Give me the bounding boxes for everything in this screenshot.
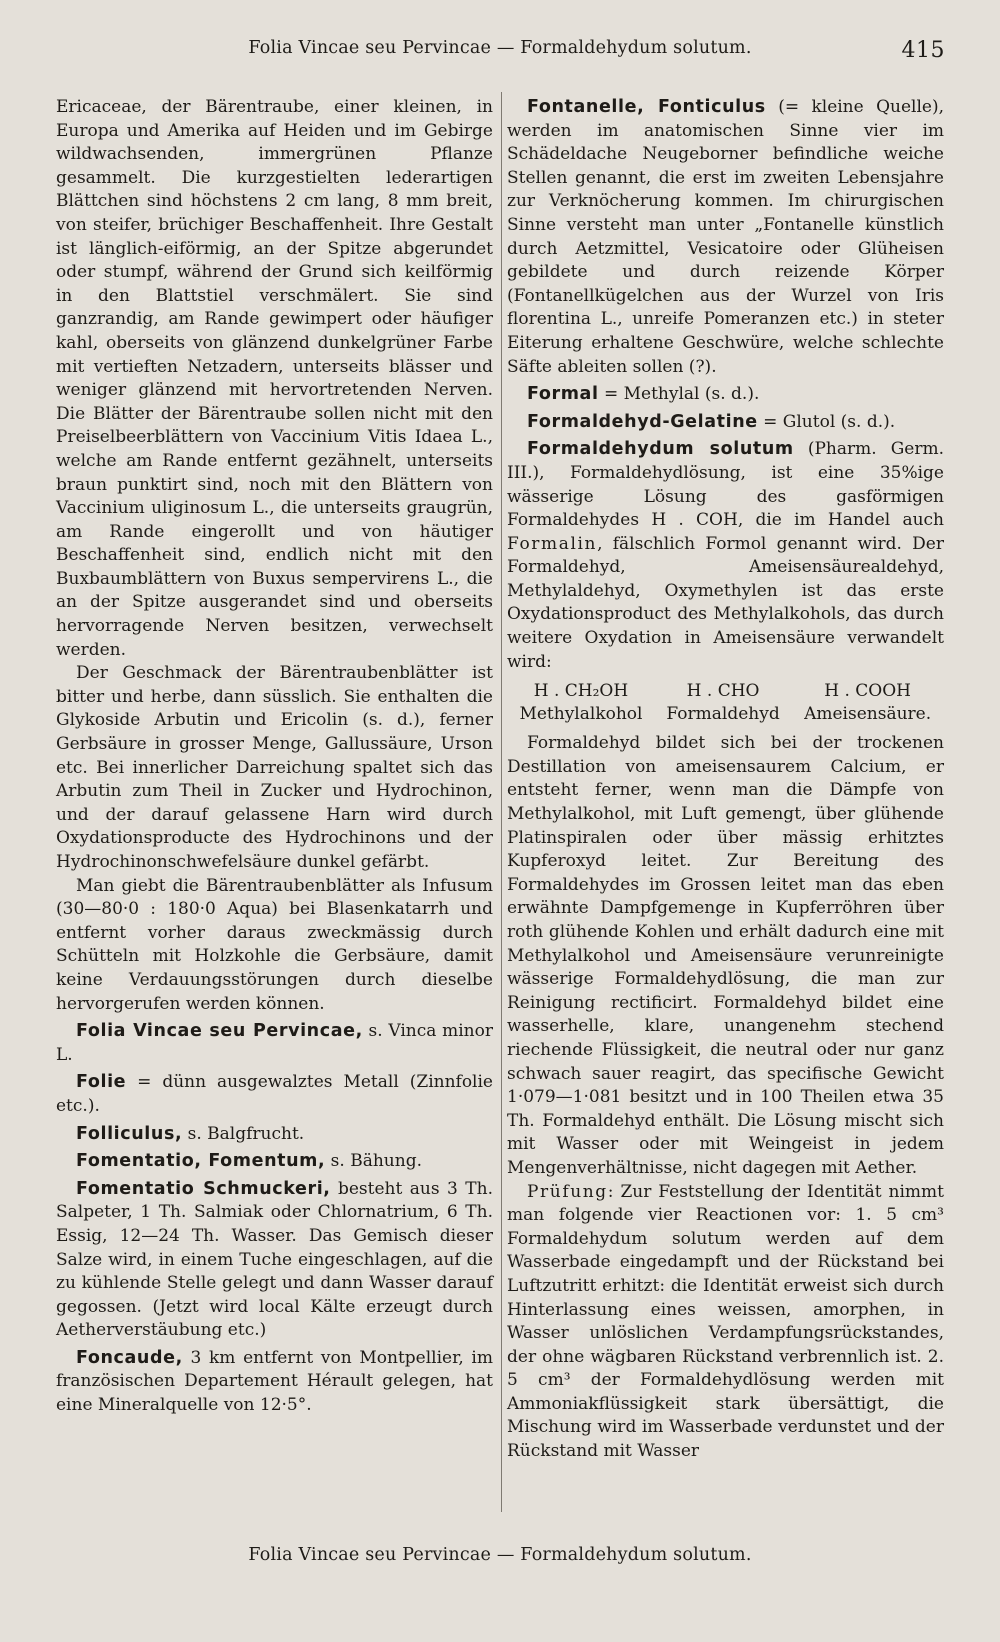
formula-name-row [507,703,944,726]
entry-formal [507,383,944,407]
entry-text: s. Bähung. [325,1151,422,1172]
entry-headword: Folia Vincae seu Pervincae, [76,1021,363,1042]
column-divider [501,92,502,1512]
entry-folliculus [56,1123,493,1147]
entry-headword: Formaldehyd-Gelatine [527,411,758,432]
entry-formaldehyd-gelatine [507,411,944,435]
running-title: Folia Vincae seu Pervincae — Formaldehydum solutum. [248,38,752,58]
entry-text: (Pharm. Germ. III.), Formaldehydlösung, ist eine 35%ige wässerige Lösung des gasförmigen Formaldehydes H . COH, die im Handel auch [507,439,944,531]
formula-table [507,680,944,726]
entry-text: s. Vinca minor L. [56,1021,493,1065]
paragraph-taste: Der Geschmack der Bärentraubenblätter ist bitter und herbe, dann süsslich. Sie enthalten die Glykoside Arbutin und Ericolin (s. d.), ferner Gerbsäure in grosser Menge, Gallussäure, Urson etc. Bei innerlicher Darreichung spaltet sich das Arbutin zum Theil in Zucker und Hydrochinon, und der darauf gelassene Harn wird durch Oxydationsproducte des Hydrochinons und der Hydrochinonschwefelsäure dunkel gefärbt. [56,663,493,872]
left-column [56,96,493,1418]
formula-name: Formaldehyd [666,704,780,725]
formula: H . COOH [824,681,911,702]
entry-text: (= kleine Quelle), werden im anatomischen Sinne vier im Schädeldache Neugeborner befindliche weiche Stellen genannt, die erst im zweiten Lebensjahre zur Verknöcherung kommen. Im chirurgischen Sinne versteht man unter „Fontanelle künstlich durch Aetzmittel, Vesicatoire oder Glüheisen gebildete und durch reizende Körper (Fontanellkügelchen aus der Wurzel von Iris florentina L., unreife Pomeranzen etc.) in steter Eiterung erhaltene Geschwüre, welche schlechte Säfte ableiten sollen (?). [507,97,944,377]
entry-headword: Formaldehydum solutum [527,439,794,460]
entry-headword: Fomentatio, Fomentum, [76,1151,326,1172]
entry-foncaude [56,1347,493,1418]
paragraph-description: Ericaceae, der Bärentraube, einer kleinen, in Europa und Amerika auf Heiden und im Gebirge wildwachsenden, immergrünen Pflanze gesammelt. Die kurzgestielten lederartigen Blättchen sind höchstens 2 cm lang, 8 mm breit, von steifer, brüchiger Beschaffenheit. Ihre Gestalt ist länglich-eiförmig, an der Spitze abgerundet oder stumpf, während der Grund sich keilförmig in den Blattstiel verschmälert. Sie sind ganzrandig, am Rande gewimpert oder häufiger kahl, oberseits von glänzend dunkelgrüner Farbe mit vertieften Netzadern, unterseits blässer und weniger glänzend mit hervortretenden Nerven. Die Blätter der Bärentraube sollen nicht mit den Preiselbeerblättern von Vaccinium Vitis Idaea L., welche am Rande entfernt gezähnelt, unterseits braun punktirt sind, noch mit den Blättern von Vaccinium uliginosum L., die unterseits graugrün, am Rande eingerollt und von häutiger Beschaffenheit sind, endlich nicht mit den Buxbaumblättern von Buxus sempervirens L., die an der Spitze ausgerandet sind und oberseits hervorragende Nerven besitzen, verwechselt werden. [56,97,493,660]
entry-headword: Foncaude, [76,1347,183,1368]
entry-headword: Folie [76,1072,127,1093]
paragraph-preparation: Formaldehyd bildet sich bei der trockenen Destillation von ameisensaurem Calcium, er entsteht ferner, wenn man die Dämpfe von Methylalkohol, mit Luft gemengt, über glühende Platinspiralen oder über mässig erhitztes Kupferoxyd leitet. Zur Bereitung des Formaldehydes im Grossen leitet man das eben erwähnte Dampfgemenge in Kupferröhren über roth glühende Kohlen und erhält dadurch eine mit Methylalkohol und Ameisensäure verunreinigte wässerige Formaldehydlösung, die man zur Reinigung rectificirt. Formaldehyd bildet eine wasserhelle, klare, unangenehm stechend riechende Flüssigkeit, die neutral oder nur ganz schwach sauer reagirt, das specifische Gewicht 1·079—1·081 besitzt und in 100 Theilen etwa 35 Th. Formaldehyd enthält. Die Lösung mischt sich mit Wasser oder mit Weingeist in jedem Mengenverhältnisse, nicht dagegen mit Aether. [507,733,944,1178]
formula: H . CHO [686,681,760,702]
entry-text: = Methylal (s. d.). [598,384,760,405]
paragraph-pruefung [507,1181,944,1464]
entry-text: = dünn ausgewalztes Metall (Zinnfolie etc.). [56,1072,493,1116]
page-header [55,38,945,72]
formula-row [507,680,944,703]
pruefung-text: : Zur Feststellung der Identität nimmt man folgende vier Reactionen vor: 1. 5 cm³ Formaldehydum solutum werden auf dem Wasserbade eingedampft und der Rückstand bei Luftzutritt erhitzt: die Identität erweist sich durch Hinterlassung eines weissen, amorphen, in Wasser unlöslichen Verdampfungsrückstandes, der ohne wägbaren Rückstand verbrennlich ist. 2. 5 cm³ der Formaldehydlösung werden mit Ammoniakflüssigkeit stark übersättigt, die Mischung wird im Wasserbade verdunstet und der Rückstand mit Wasser [507,1181,944,1462]
entry-headword: Fomentatio Schmuckeri, [76,1178,331,1199]
right-column [507,96,944,1464]
entry-fontanelle [507,96,944,379]
entry-formaldehydum-solutum [507,438,944,674]
entry-fomentatio-schmuckeri [56,1178,493,1343]
page-number: 415 [901,38,945,63]
formula-name: Ameisensäure. [804,704,932,725]
formula: H . CH₂OH [533,681,629,702]
entry-folie [56,1071,493,1118]
entry-text: = Glutol (s. d.). [757,411,896,432]
entry-text: 3 km entfernt von Montpellier, im französischen Departement Hérault gelegen, hat eine Mineralquelle von 12·5°. [56,1347,493,1416]
paragraph-dosage: Man giebt die Bärentraubenblätter als Infusum (30—80·0 : 180·0 Aqua) bei Blasenkatarrh und entfernt vorher daraus zweckmässig durch Schütteln mit Holzkohle die Gerbsäure, damit keine Verdauungsstörungen durch dieselbe hervorgerufen werden können. [56,875,493,1014]
formula-name: Methylalkohol [519,704,643,725]
entry-text: , fälschlich Formol genannt wird. Der Formaldehyd, Ameisensäurealdehyd, Methylaldehyd, Oxymethylen ist das erste Oxydationsproduct des Methylalkohols, das durch weitere Oxydation in Ameisensäure verwandelt wird: [507,533,944,672]
entry-term-formalin: Formalin [507,533,598,554]
entry-headword: Fontanelle, Fonticulus [527,97,766,117]
entry-text: besteht aus 3 Th. Salpeter, 1 Th. Salmiak oder Chlornatrium, 6 Th. Essig, 12—24 Th. Wasser. Das Gemisch dieser Salze wird, in einem Tuche eingeschlagen, auf die zu kühlende Stelle gelegt und dann Wasser darauf gegossen. (Jetzt wird local Kälte erzeugt durch Aetherverstäubung etc.) [56,1178,493,1341]
page-footer: Folia Vincae seu Pervincae — Formaldehydum solutum. [248,1545,752,1565]
pruefung-label: Prüfung [527,1181,608,1202]
entry-folia-vincae [56,1020,493,1067]
entry-text: s. Balgfrucht. [182,1123,305,1144]
entry-headword: Folliculus, [76,1123,183,1144]
entry-fomentatio [56,1150,493,1174]
entry-headword: Formal [527,384,599,405]
